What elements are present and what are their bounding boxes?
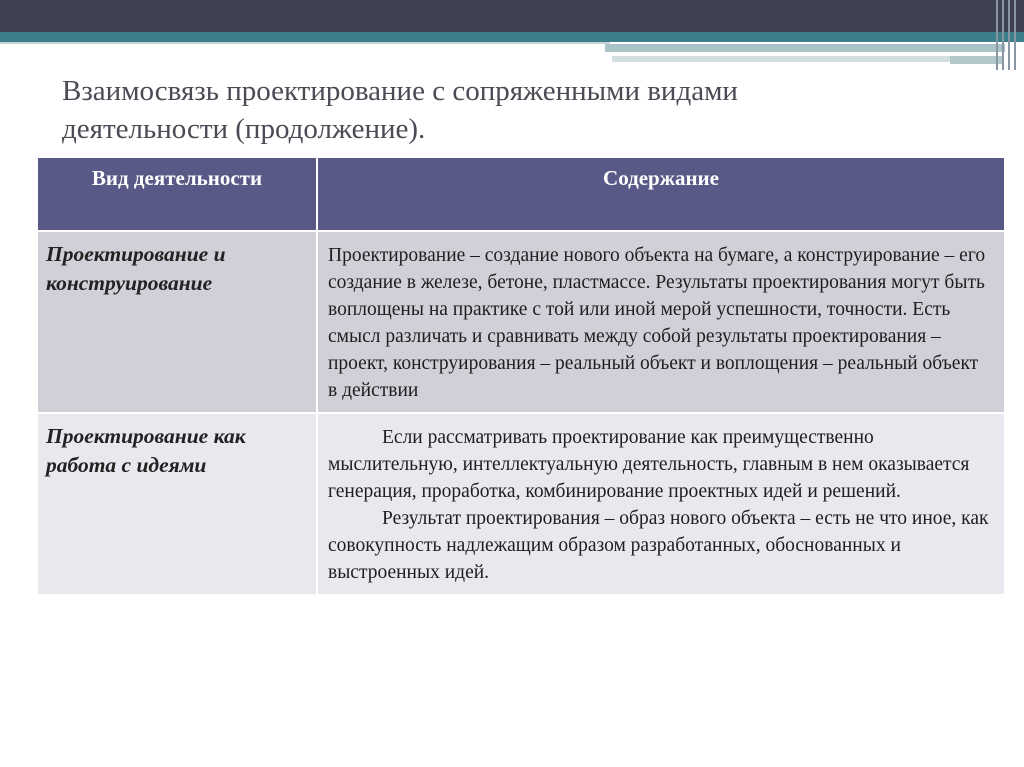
table-row [37, 231, 1005, 413]
header-activity: Вид деятельности [37, 157, 317, 231]
table-header-row [37, 157, 1005, 231]
right-decor-stripe-light [612, 56, 1002, 62]
table-row [37, 413, 1005, 595]
content-cell [317, 413, 1005, 595]
teal-decor-band [0, 32, 1024, 42]
content-cell [317, 231, 1005, 413]
page-title: Взаимосвязь проектирование с сопряженными видами деятельности (продолжение). [62, 75, 738, 145]
right-decor-stripe [605, 44, 1005, 52]
content-paragraph: Результат проектирования – образ нового объекта – есть не что иное, как совокупность надлежащим образом разработанных, обоснованных и выстроенных идей. [328, 508, 989, 583]
header-content: Содержание [317, 157, 1005, 231]
top-decor-bar [0, 0, 1024, 32]
activity-cell: Проектирование и конструирование [37, 231, 317, 413]
content-paragraph: Проектирование – создание нового объекта на бумаге, а конструирование – его создание в железе, бетоне, пластмассе. Результаты проектирования могут быть воплощены на практике с той или иной мерой успешности, точности. Есть смысл различать и сравнивать между собой результаты проектирования – проект, конструирования – реальный объект и воплощения – реальный объект в действии [328, 245, 986, 401]
content-paragraph: Если рассматривать проектирование как преимущественно мыслительную, интеллектуальную деятельность, главным в нем оказывается генерация, проработка, комбинирование проектных идей и решений. [328, 427, 970, 502]
activity-cell: Проектирование как работа с идеями [37, 413, 317, 595]
activity-table [36, 156, 1006, 596]
right-decor-stripe-end [950, 56, 1002, 64]
thin-decor-line [0, 42, 610, 44]
edge-decor-lines [996, 0, 1018, 70]
